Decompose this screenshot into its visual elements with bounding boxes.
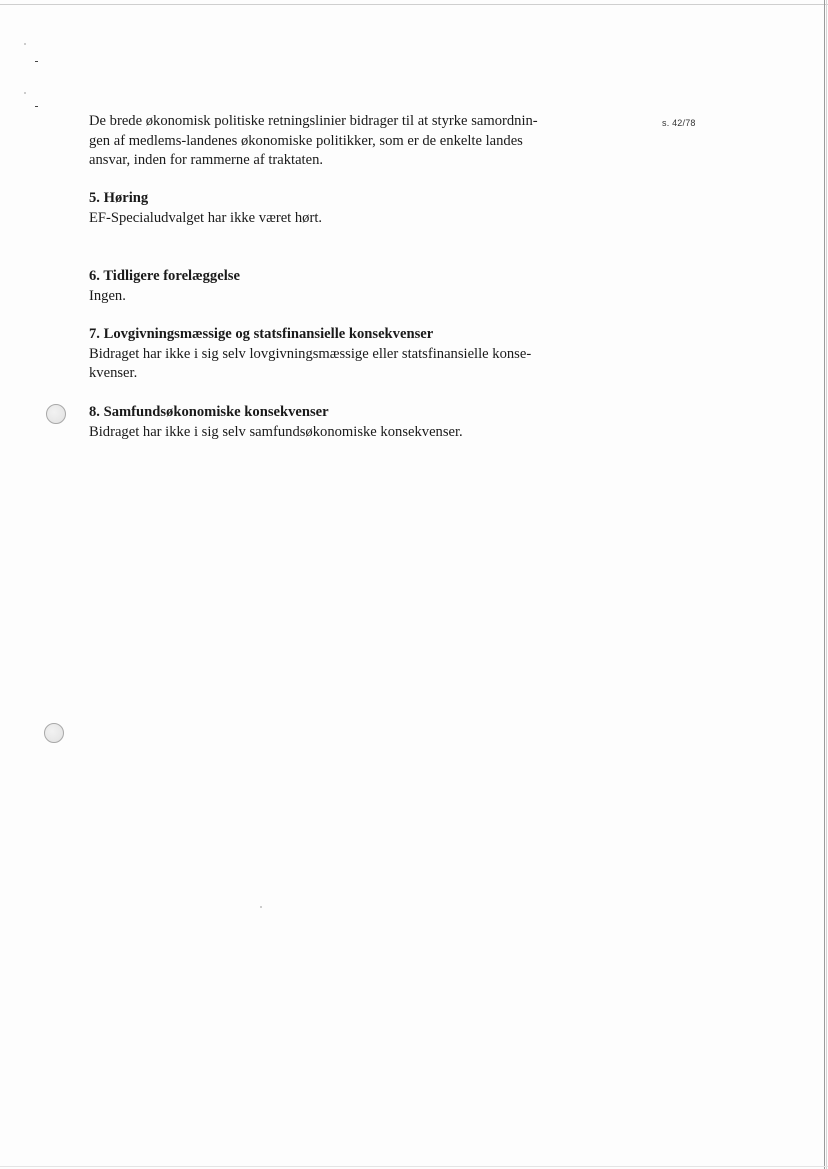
section-body-line: Bidraget har ikke i sig selv lovgivningsmæssige eller statsfinansielle konse- <box>89 345 532 362</box>
scan-mark <box>35 61 38 62</box>
intro-paragraph <box>89 112 609 171</box>
scan-speck <box>24 92 26 94</box>
page-top-edge <box>0 4 828 5</box>
page-right-edge-shadow <box>826 0 827 1169</box>
section-heading: 8. Samfundsøkonomiske konsekvenser <box>89 404 329 420</box>
section-previous-submission <box>89 267 240 306</box>
section-hearing <box>89 189 322 228</box>
scan-speck <box>260 906 262 908</box>
section-body-line: Bidraget har ikke i sig selv samfundsøkonomiske konsekvenser. <box>89 423 463 440</box>
page-bottom-edge <box>0 1166 828 1167</box>
scan-speck <box>24 43 26 45</box>
page-right-edge <box>824 0 825 1169</box>
section-legislative-consequences <box>89 325 531 384</box>
intro-line: De brede økonomisk politiske retningslinier bidrager til at styrke samordnin- <box>89 113 538 129</box>
section-body-line: EF-Specialudvalget har ikke været hørt. <box>89 209 323 226</box>
section-body-line: Ingen. <box>89 287 126 304</box>
intro-line: ansvar, inden for rammerne af traktaten. <box>89 152 324 168</box>
section-heading: 7. Lovgivningsmæssige og statsfinansielle konsekvenser <box>89 326 434 342</box>
section-economic-consequences <box>89 403 463 442</box>
section-body-line: kvenser. <box>89 365 138 381</box>
page-reference: s. 42/78 <box>662 118 696 128</box>
punch-hole-lower <box>44 723 64 743</box>
section-heading: 6. Tidligere forelæggelse <box>89 268 240 284</box>
section-heading: 5. Høring <box>89 190 149 206</box>
scan-mark <box>35 106 38 107</box>
punch-hole-upper <box>46 404 66 424</box>
intro-line: gen af medlems-landenes økonomiske politikker, som er de enkelte landes <box>89 132 523 149</box>
